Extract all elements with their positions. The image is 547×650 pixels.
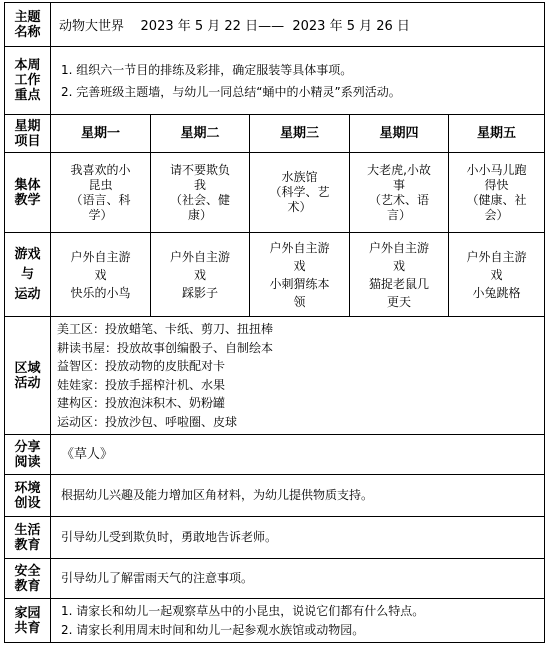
games-tuesday: 户外自主游 戏 踩影子 <box>151 233 250 317</box>
area-content <box>51 317 545 435</box>
collective-row <box>5 153 545 233</box>
collective-wednesday: 水族馆 （科学、艺 术） <box>250 153 350 233</box>
home-item: 2. 请家长利用周末时间和幼儿一起参观水族馆或动物园。 <box>61 622 365 637</box>
home-content <box>51 599 545 643</box>
area-item: 运动区：投放沙包、呼啦圈、皮球 <box>57 414 238 429</box>
reading-content: 《草人》 <box>51 435 545 475</box>
environment-content: 根据幼儿兴趣及能力增加区角材料，为幼儿提供物质支持。 <box>51 475 545 517</box>
safety-label: 安全 教育 <box>5 559 51 599</box>
area-item: 建构区：投放泡沫积木、奶粉罐 <box>57 396 226 410</box>
weekday-tuesday: 星期二 <box>151 115 250 153</box>
games-friday: 户外自主游 戏 小兔跳格 <box>449 233 545 317</box>
weekday-wednesday: 星期三 <box>250 115 350 153</box>
area-item: 娃娃家：投放手摇榨汁机、水果 <box>57 377 226 392</box>
collective-friday: 小小马儿跑 得快 （健康、社 会） <box>449 153 545 233</box>
collective-tuesday: 请不要欺负 我 （社会、健 康） <box>151 153 250 233</box>
week-focus-content <box>51 47 545 115</box>
life-content: 引导幼儿受到欺负时，勇敢地告诉老师。 <box>51 517 545 559</box>
weekday-friday: 星期五 <box>449 115 545 153</box>
home-row <box>5 599 545 643</box>
home-item: 1. 请家长和幼儿一起观察草丛中的小昆虫，说说它们都有什么特点。 <box>61 603 425 618</box>
collective-monday: 我喜欢的小 昆虫 （语言、科 学） <box>51 153 151 233</box>
week-focus-item: 1. 组织六一节目的排练及彩排，确定服装等具体事项。 <box>61 62 353 77</box>
weekly-plan-table <box>4 2 545 643</box>
games-wednesday: 户外自主游 戏 小刺猬练本 领 <box>250 233 350 317</box>
area-label: 区域 活动 <box>5 317 51 435</box>
games-label: 游戏 与 运动 <box>5 233 51 317</box>
week-focus-item: 2. 完善班级主题墙，与幼儿一同总结“蛹中的小精灵”系列活动。 <box>61 84 401 99</box>
environment-label: 环境 创设 <box>5 475 51 517</box>
week-focus-label: 本周 工作 重点 <box>5 47 51 115</box>
games-row <box>5 233 545 317</box>
reading-label: 分享 阅读 <box>5 435 51 475</box>
area-item: 耕读书屋：投放故事创编骰子、自制绘本 <box>57 340 274 355</box>
collective-label: 集体 教学 <box>5 153 51 233</box>
collective-thursday: 大老虎,小故 事 （艺术、语 言） <box>350 153 449 233</box>
environment-row <box>5 475 545 517</box>
weekday-header-row <box>5 115 545 153</box>
life-row <box>5 517 545 559</box>
life-label: 生活 教育 <box>5 517 51 559</box>
area-item: 美工区：投放蜡笔、卡纸、剪刀、扭扭棒 <box>57 322 274 336</box>
area-row <box>5 317 545 435</box>
safety-row <box>5 559 545 599</box>
games-thursday: 户外自主游 戏 猫捉老鼠几 更天 <box>350 233 449 317</box>
area-item: 益智区：投放动物的皮肤配对卡 <box>57 359 226 373</box>
week-focus-row <box>5 47 545 115</box>
weekday-monday: 星期一 <box>51 115 151 153</box>
theme-row <box>5 3 545 47</box>
reading-row <box>5 435 545 475</box>
theme-label: 主题 名称 <box>5 3 51 47</box>
weekday-item-label: 星期 项目 <box>5 115 51 153</box>
games-monday: 户外自主游 戏 快乐的小鸟 <box>51 233 151 317</box>
weekday-thursday: 星期四 <box>350 115 449 153</box>
safety-content: 引导幼儿了解雷雨天气的注意事项。 <box>51 559 545 599</box>
home-label: 家园 共育 <box>5 599 51 643</box>
theme-and-dates: 动物大世界 2023 年 5 月 22 日—— 2023 年 5 月 26 日 <box>51 3 545 47</box>
